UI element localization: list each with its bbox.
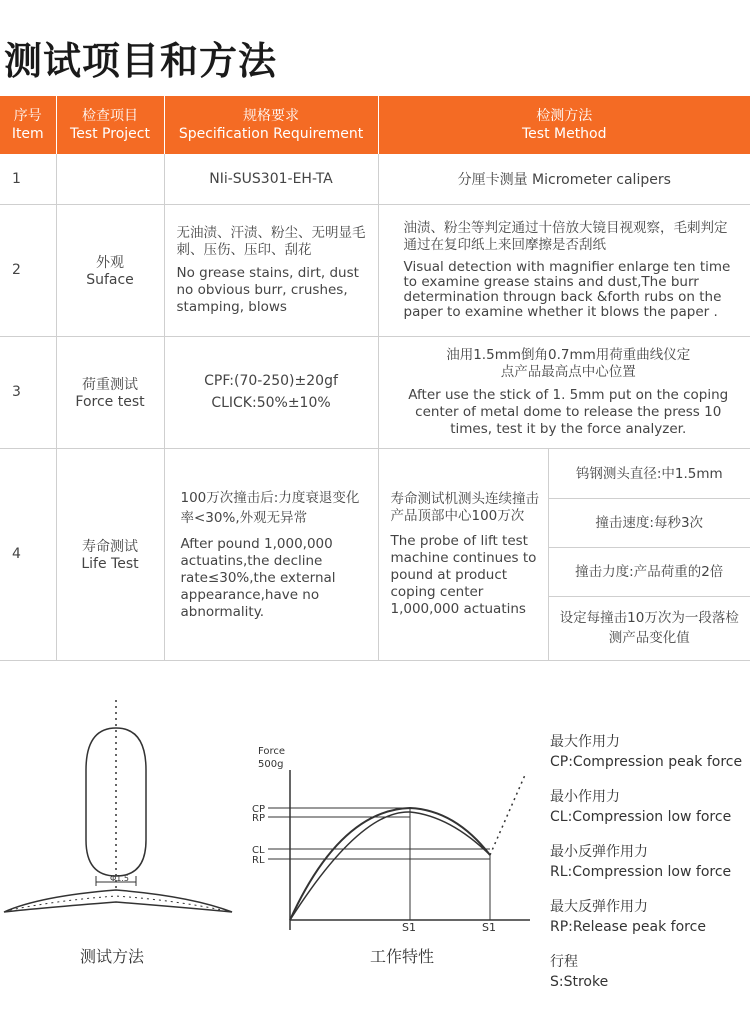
row-spec: 无油渍、汗渍、粉尘、无明显毛刺、压伤、压印、刮花 No grease stains, dirt, dust no obvious burr, crushes, stamping, blows <box>164 204 378 336</box>
characteristic-chart <box>250 690 530 950</box>
page-title: 测试项目和方法 <box>4 39 278 83</box>
table-row <box>0 336 750 448</box>
subdetail: 撞击力度:产品荷重的2倍 <box>549 547 750 596</box>
row-number: 4 <box>0 448 56 660</box>
diagram-area <box>0 690 750 1010</box>
legend-item: 行程 S:Stroke <box>550 954 609 990</box>
table-row <box>0 448 750 660</box>
cp-label: CP <box>252 804 266 815</box>
compression-curve <box>290 808 490 920</box>
table-row <box>0 154 750 204</box>
row-method: 寿命测试机测头连续撞击产品顶部中心100万次 The probe of lift test machine continues to pound at product coping center 1,000,000 actuatins <box>378 448 548 660</box>
subdetail: 撞击速度:每秒3次 <box>549 498 750 547</box>
test-method-caption: 测试方法 <box>80 947 145 966</box>
legend-item: 最小作用力 CL:Compression low force <box>550 789 732 825</box>
row-project: 外观 Suface <box>56 204 164 336</box>
table-header <box>0 96 750 154</box>
row-number: 3 <box>0 336 56 448</box>
phi-label: Φ1.5 <box>110 874 130 883</box>
subdetail: 设定每撞击10万次为一段落检测产品变化值 <box>559 609 739 646</box>
rl-label: RL <box>252 855 265 866</box>
header-method: 检测方法 Test Method <box>378 96 750 154</box>
row-number: 2 <box>0 204 56 336</box>
test-table <box>0 96 750 661</box>
row-spec: CPF:(70-250)±20gf CLICK:50%±10% <box>164 336 378 448</box>
cl-label: CL <box>252 845 265 856</box>
y-axis-label-2: 500g <box>258 759 284 770</box>
row-spec: NIi-SUS301-EH-TA <box>164 154 378 204</box>
dome-shape <box>4 890 232 912</box>
row-method: 油用1.5mm倒角0.7mm用荷重曲线仪定点产品最高点中心位置 After use the stick of 1. 5mm put on the coping center of metal dome to release the press 10 times, test it by the force analyzer. <box>378 336 750 448</box>
header-spec: 规格要求 Specification Requirement <box>164 96 378 154</box>
chart-caption: 工作特性 <box>370 947 435 966</box>
legend-item: 最小反弹作用力 RL:Compression low force <box>550 844 732 880</box>
y-axis-label-1: Force <box>258 746 286 757</box>
rp-label: RP <box>252 813 265 824</box>
header-item: 序号 Item <box>0 96 56 154</box>
legend-item: 最大作用力 CP:Compression peak force <box>550 734 743 770</box>
row-spec: 100万次撞击后:力度衰退变化率<30%,外观无异常 After pound 1,000,000 actuatins,the decline rate≤30%,the external appearance,have no abnormality. <box>164 448 378 660</box>
row-project <box>56 154 164 204</box>
legend-item: 最大反弹作用力 RP:Release peak force <box>550 899 706 935</box>
header-project: 检查项目 Test Project <box>56 96 164 154</box>
row-subdetails <box>548 448 750 660</box>
row-project: 寿命测试 Life Test <box>56 448 164 660</box>
s1-label: S1 <box>482 921 496 934</box>
subdetail: 钨钢测头直径:中1.5mm <box>549 450 750 499</box>
s1-label: S1 <box>402 921 416 934</box>
row-project: 荷重测试 Force test <box>56 336 164 448</box>
test-method-drawing <box>0 690 240 930</box>
row-method: 分厘卡测量 Micrometer calipers <box>378 154 750 204</box>
subdetail-table <box>549 450 750 659</box>
row-method: 油渍、粉尘等判定通过十倍放大镜目视观察，毛刺判定通过在复印纸上来回摩擦是否刮纸 Visual detection with magnifier enlarge ten time to examine grease stains and dust,The burr determination througn back &forth rubs on the paper to examine whether it blows the paper . <box>378 204 750 336</box>
row-number: 1 <box>0 154 56 204</box>
table-row <box>0 204 750 336</box>
